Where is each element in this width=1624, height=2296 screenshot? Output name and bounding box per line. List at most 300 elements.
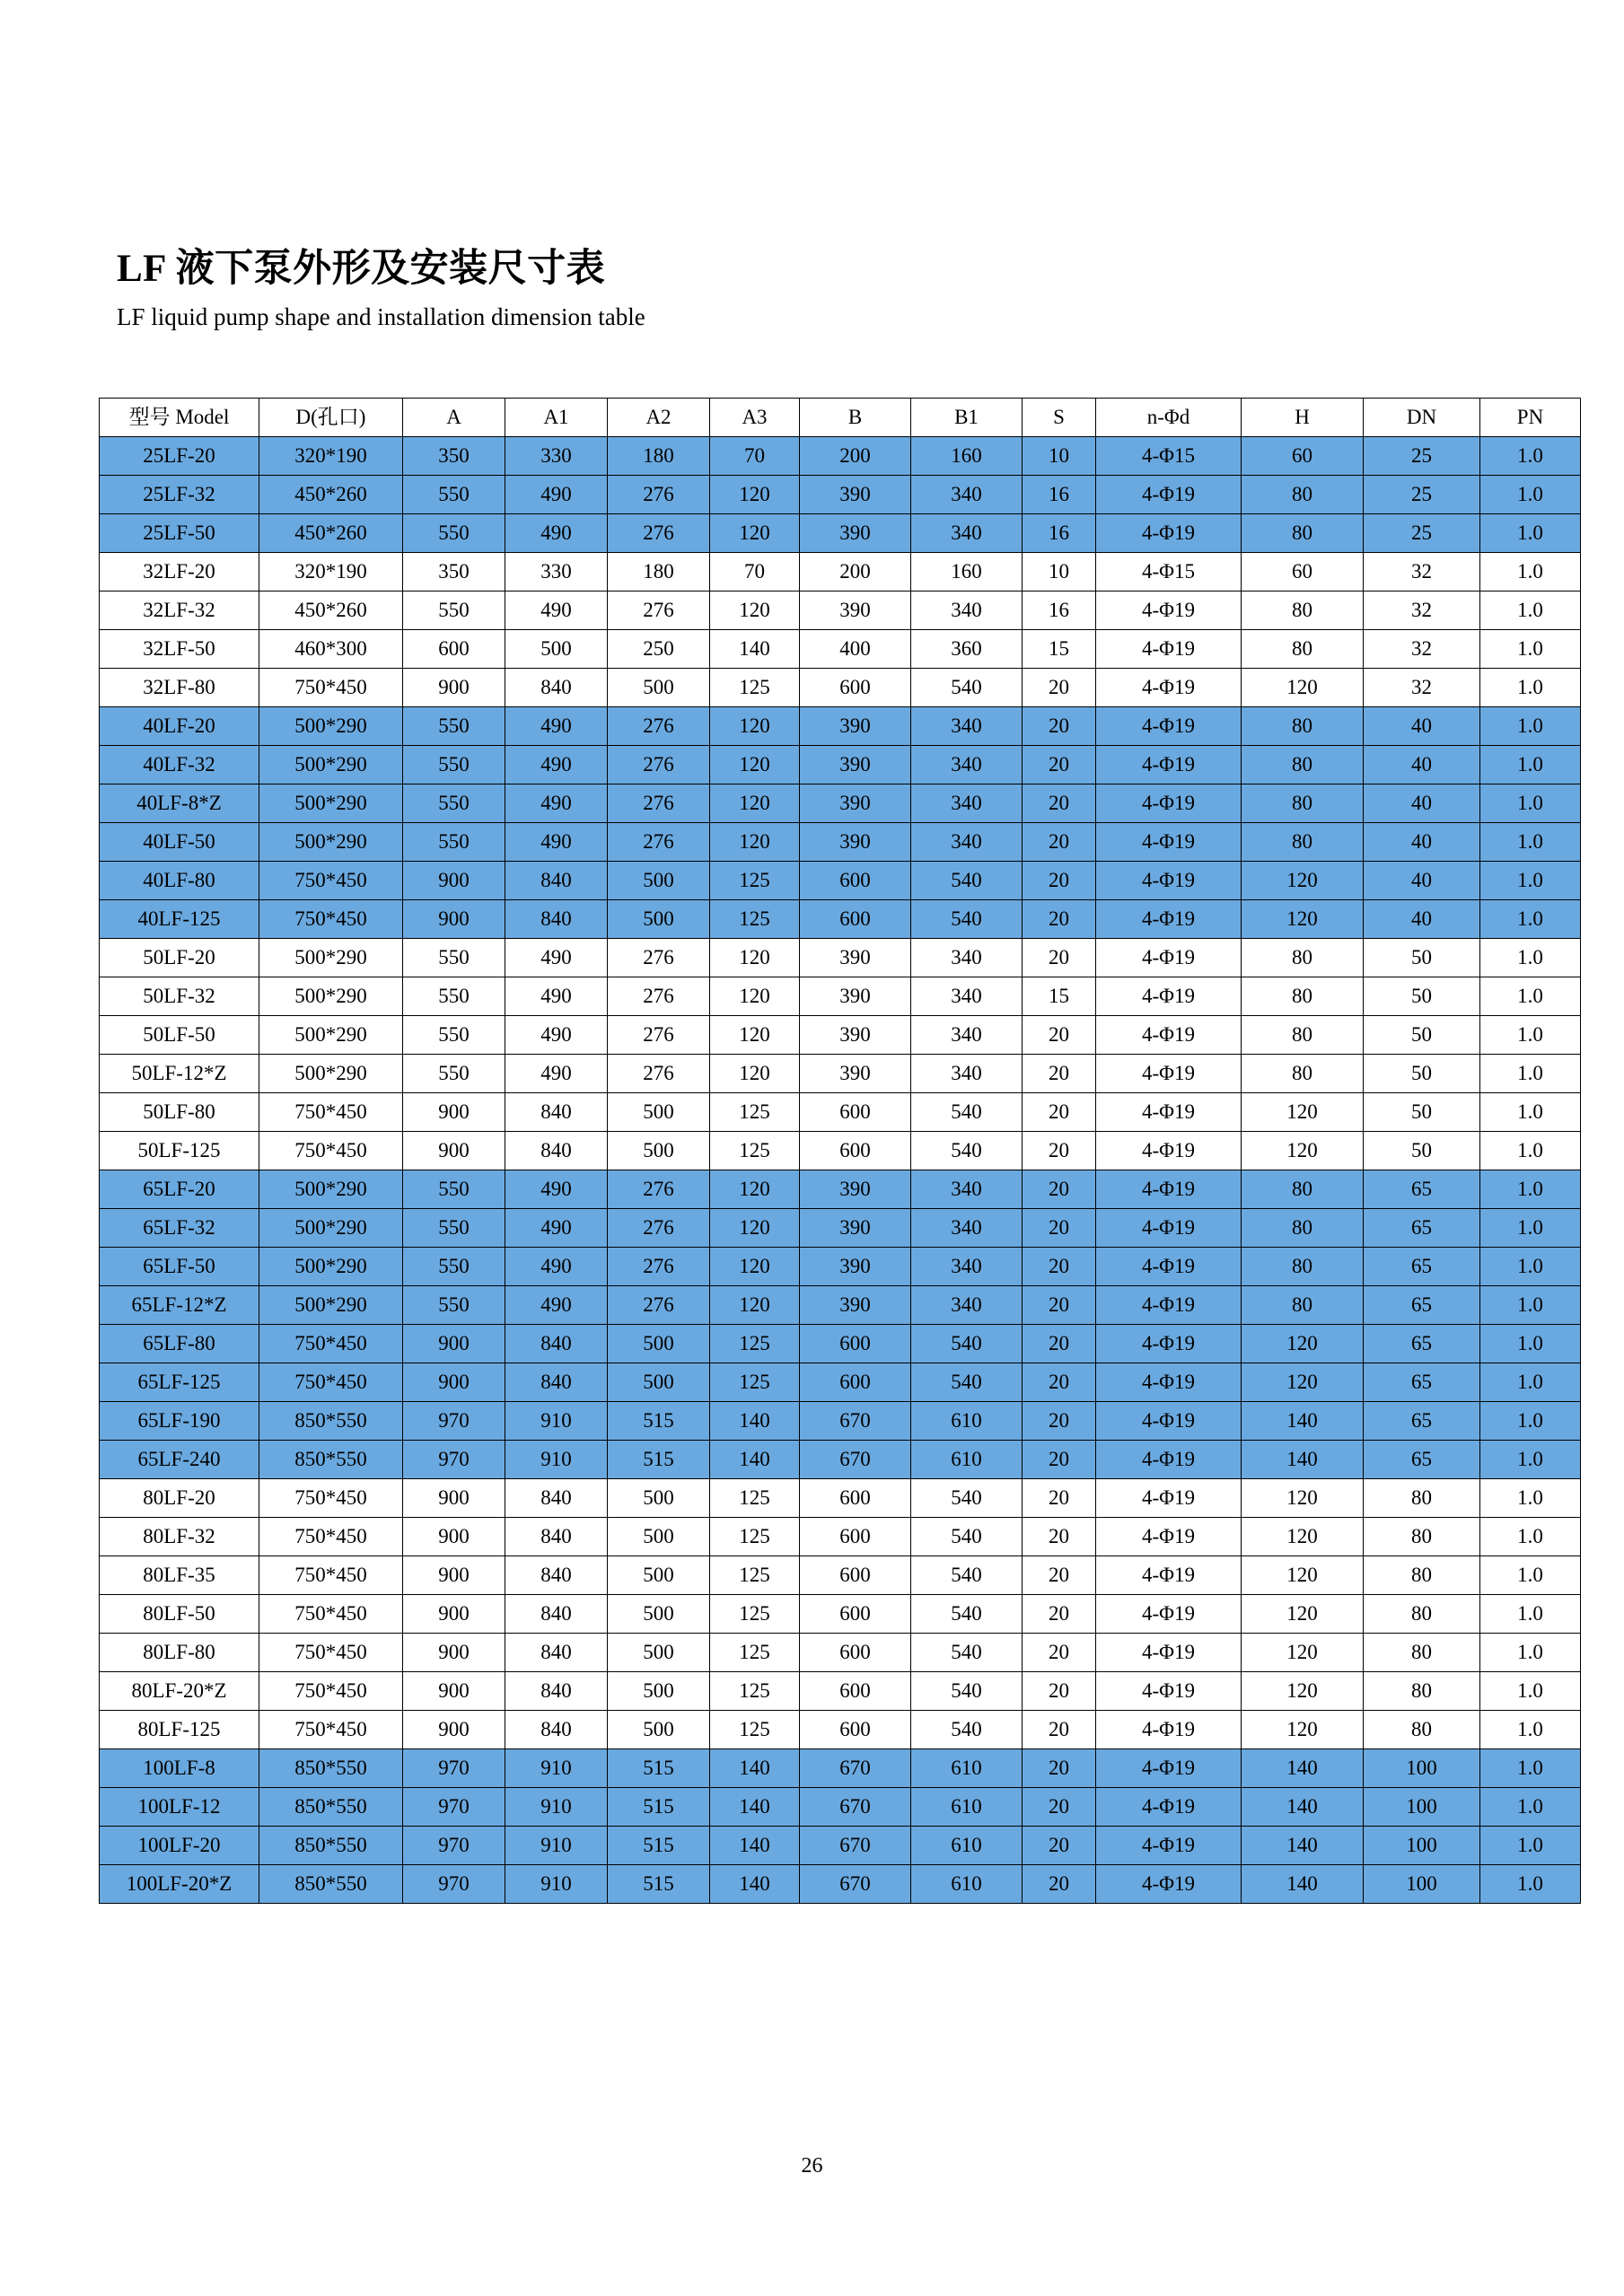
model-cell: 50LF-125 <box>100 1132 259 1170</box>
data-cell: 750*450 <box>259 669 403 707</box>
data-cell: 125 <box>710 669 800 707</box>
data-cell: 600 <box>800 1363 911 1402</box>
data-cell: 120 <box>710 514 800 553</box>
data-cell: 850*550 <box>259 1402 403 1441</box>
data-cell: 80 <box>1242 746 1364 784</box>
data-cell: 1.0 <box>1480 977 1581 1016</box>
data-cell: 125 <box>710 1518 800 1556</box>
data-cell: 80 <box>1364 1556 1480 1595</box>
data-cell: 840 <box>505 1556 608 1595</box>
data-cell: 550 <box>403 746 505 784</box>
data-cell: 340 <box>911 1209 1023 1248</box>
data-cell: 1.0 <box>1480 1441 1581 1479</box>
data-cell: 80 <box>1242 1170 1364 1209</box>
data-cell: 500 <box>505 630 608 669</box>
data-cell: 490 <box>505 1286 608 1325</box>
data-cell: 120 <box>1242 1711 1364 1749</box>
data-cell: 340 <box>911 977 1023 1016</box>
data-cell: 600 <box>403 630 505 669</box>
data-cell: 910 <box>505 1749 608 1788</box>
data-cell: 1.0 <box>1480 1402 1581 1441</box>
data-cell: 125 <box>710 1132 800 1170</box>
table-row <box>100 1325 1581 1363</box>
data-cell: 120 <box>1242 1518 1364 1556</box>
data-cell: 840 <box>505 1518 608 1556</box>
data-cell: 600 <box>800 669 911 707</box>
data-cell: 670 <box>800 1788 911 1827</box>
data-cell: 80 <box>1242 1016 1364 1055</box>
model-cell: 40LF-80 <box>100 862 259 900</box>
data-cell: 490 <box>505 476 608 514</box>
data-cell: 390 <box>800 939 911 977</box>
table-row <box>100 1556 1581 1595</box>
data-cell: 750*450 <box>259 1634 403 1672</box>
data-cell: 1.0 <box>1480 1672 1581 1711</box>
data-cell: 750*450 <box>259 1479 403 1518</box>
data-cell: 180 <box>608 553 710 592</box>
data-cell: 276 <box>608 1016 710 1055</box>
data-cell: 840 <box>505 669 608 707</box>
column-header: H <box>1242 399 1364 437</box>
data-cell: 1.0 <box>1480 900 1581 939</box>
data-cell: 4-Φ19 <box>1096 1788 1242 1827</box>
data-cell: 390 <box>800 746 911 784</box>
data-cell: 140 <box>710 1865 800 1904</box>
column-header: 型号 Model <box>100 399 259 437</box>
data-cell: 500 <box>608 1634 710 1672</box>
data-cell: 20 <box>1023 939 1096 977</box>
data-cell: 970 <box>403 1827 505 1865</box>
data-cell: 40 <box>1364 746 1480 784</box>
data-cell: 910 <box>505 1827 608 1865</box>
table-row <box>100 1634 1581 1672</box>
data-cell: 515 <box>608 1441 710 1479</box>
data-cell: 140 <box>710 1827 800 1865</box>
data-cell: 900 <box>403 1595 505 1634</box>
data-cell: 20 <box>1023 1209 1096 1248</box>
data-cell: 120 <box>710 1170 800 1209</box>
data-cell: 670 <box>800 1402 911 1441</box>
table-row <box>100 900 1581 939</box>
data-cell: 65 <box>1364 1402 1480 1441</box>
data-cell: 670 <box>800 1865 911 1904</box>
data-cell: 120 <box>710 1248 800 1286</box>
data-cell: 1.0 <box>1480 939 1581 977</box>
data-cell: 600 <box>800 1093 911 1132</box>
data-cell: 120 <box>710 476 800 514</box>
data-cell: 450*260 <box>259 514 403 553</box>
data-cell: 390 <box>800 1055 911 1093</box>
model-cell: 65LF-20 <box>100 1170 259 1209</box>
table-row <box>100 1865 1581 1904</box>
data-cell: 20 <box>1023 1518 1096 1556</box>
data-cell: 20 <box>1023 1479 1096 1518</box>
data-cell: 4-Φ19 <box>1096 1055 1242 1093</box>
data-cell: 276 <box>608 592 710 630</box>
model-cell: 40LF-8*Z <box>100 784 259 823</box>
data-cell: 276 <box>608 823 710 862</box>
data-cell: 1.0 <box>1480 553 1581 592</box>
table-row <box>100 939 1581 977</box>
data-cell: 200 <box>800 437 911 476</box>
data-cell: 500 <box>608 1672 710 1711</box>
data-cell: 400 <box>800 630 911 669</box>
data-cell: 125 <box>710 1325 800 1363</box>
data-cell: 500 <box>608 1325 710 1363</box>
data-cell: 1.0 <box>1480 1055 1581 1093</box>
data-cell: 540 <box>911 1093 1023 1132</box>
data-cell: 120 <box>1242 1325 1364 1363</box>
data-cell: 850*550 <box>259 1749 403 1788</box>
data-cell: 276 <box>608 1170 710 1209</box>
data-cell: 840 <box>505 1479 608 1518</box>
data-cell: 750*450 <box>259 1595 403 1634</box>
data-cell: 1.0 <box>1480 1363 1581 1402</box>
data-cell: 4-Φ19 <box>1096 1093 1242 1132</box>
data-cell: 610 <box>911 1441 1023 1479</box>
table-row <box>100 553 1581 592</box>
data-cell: 70 <box>710 553 800 592</box>
data-cell: 125 <box>710 1595 800 1634</box>
model-cell: 80LF-80 <box>100 1634 259 1672</box>
data-cell: 515 <box>608 1865 710 1904</box>
model-cell: 25LF-50 <box>100 514 259 553</box>
data-cell: 500 <box>608 1093 710 1132</box>
data-cell: 276 <box>608 514 710 553</box>
data-cell: 120 <box>710 1209 800 1248</box>
data-cell: 600 <box>800 1595 911 1634</box>
data-cell: 490 <box>505 977 608 1016</box>
data-cell: 4-Φ19 <box>1096 592 1242 630</box>
data-cell: 4-Φ19 <box>1096 977 1242 1016</box>
data-cell: 20 <box>1023 1865 1096 1904</box>
model-cell: 25LF-32 <box>100 476 259 514</box>
data-cell: 10 <box>1023 437 1096 476</box>
data-cell: 125 <box>710 1672 800 1711</box>
data-cell: 500*290 <box>259 1209 403 1248</box>
model-cell: 40LF-20 <box>100 707 259 746</box>
data-cell: 4-Φ19 <box>1096 630 1242 669</box>
data-cell: 900 <box>403 1093 505 1132</box>
data-cell: 100 <box>1364 1788 1480 1827</box>
page-title-cn: LF 液下泵外形及安装尺寸表 <box>117 248 606 290</box>
data-cell: 600 <box>800 900 911 939</box>
data-cell: 540 <box>911 900 1023 939</box>
data-cell: 840 <box>505 1595 608 1634</box>
data-cell: 80 <box>1242 784 1364 823</box>
data-cell: 750*450 <box>259 1363 403 1402</box>
data-cell: 125 <box>710 862 800 900</box>
model-cell: 65LF-125 <box>100 1363 259 1402</box>
data-cell: 140 <box>710 1788 800 1827</box>
data-cell: 500 <box>608 669 710 707</box>
data-cell: 80 <box>1242 1209 1364 1248</box>
data-cell: 600 <box>800 1672 911 1711</box>
data-cell: 500 <box>608 1595 710 1634</box>
data-cell: 670 <box>800 1441 911 1479</box>
table-row <box>100 1788 1581 1827</box>
data-cell: 840 <box>505 1634 608 1672</box>
model-cell: 25LF-20 <box>100 437 259 476</box>
data-cell: 4-Φ19 <box>1096 1749 1242 1788</box>
data-cell: 276 <box>608 939 710 977</box>
data-cell: 50 <box>1364 1016 1480 1055</box>
data-cell: 900 <box>403 1556 505 1595</box>
data-cell: 1.0 <box>1480 1711 1581 1749</box>
data-cell: 500 <box>608 1711 710 1749</box>
table-row <box>100 592 1581 630</box>
data-cell: 32 <box>1364 669 1480 707</box>
data-cell: 4-Φ19 <box>1096 514 1242 553</box>
data-cell: 20 <box>1023 1170 1096 1209</box>
data-cell: 32 <box>1364 630 1480 669</box>
data-cell: 4-Φ19 <box>1096 1595 1242 1634</box>
data-cell: 600 <box>800 1479 911 1518</box>
data-cell: 4-Φ19 <box>1096 939 1242 977</box>
data-cell: 340 <box>911 939 1023 977</box>
model-cell: 32LF-20 <box>100 553 259 592</box>
data-cell: 540 <box>911 1634 1023 1672</box>
model-cell: 65LF-80 <box>100 1325 259 1363</box>
data-cell: 500*290 <box>259 784 403 823</box>
data-cell: 840 <box>505 1711 608 1749</box>
data-cell: 20 <box>1023 1634 1096 1672</box>
data-cell: 490 <box>505 1170 608 1209</box>
data-cell: 390 <box>800 977 911 1016</box>
data-cell: 125 <box>710 1634 800 1672</box>
data-cell: 540 <box>911 1132 1023 1170</box>
data-cell: 550 <box>403 476 505 514</box>
data-cell: 540 <box>911 1518 1023 1556</box>
data-cell: 1.0 <box>1480 1132 1581 1170</box>
data-cell: 4-Φ19 <box>1096 1479 1242 1518</box>
data-cell: 80 <box>1364 1711 1480 1749</box>
data-cell: 1.0 <box>1480 1827 1581 1865</box>
data-cell: 515 <box>608 1749 710 1788</box>
data-cell: 500*290 <box>259 977 403 1016</box>
data-cell: 340 <box>911 784 1023 823</box>
data-cell: 4-Φ19 <box>1096 1441 1242 1479</box>
data-cell: 65 <box>1364 1209 1480 1248</box>
data-cell: 160 <box>911 553 1023 592</box>
model-cell: 100LF-20 <box>100 1827 259 1865</box>
data-cell: 120 <box>1242 900 1364 939</box>
data-cell: 40 <box>1364 862 1480 900</box>
data-cell: 120 <box>710 592 800 630</box>
data-cell: 65 <box>1364 1248 1480 1286</box>
data-cell: 140 <box>710 1441 800 1479</box>
data-cell: 50 <box>1364 1055 1480 1093</box>
data-cell: 16 <box>1023 476 1096 514</box>
data-cell: 20 <box>1023 1441 1096 1479</box>
data-cell: 250 <box>608 630 710 669</box>
model-cell: 65LF-240 <box>100 1441 259 1479</box>
page-title-en: LF liquid pump shape and installation dimension table <box>117 303 645 330</box>
data-cell: 540 <box>911 1595 1023 1634</box>
data-cell: 80 <box>1242 1055 1364 1093</box>
data-cell: 32 <box>1364 592 1480 630</box>
data-cell: 20 <box>1023 669 1096 707</box>
table-row <box>100 707 1581 746</box>
data-cell: 4-Φ19 <box>1096 1170 1242 1209</box>
data-cell: 65 <box>1364 1286 1480 1325</box>
table-row <box>100 823 1581 862</box>
data-cell: 500*290 <box>259 1055 403 1093</box>
data-cell: 1.0 <box>1480 1170 1581 1209</box>
model-cell: 80LF-50 <box>100 1595 259 1634</box>
column-header: n-Φd <box>1096 399 1242 437</box>
data-cell: 120 <box>1242 1556 1364 1595</box>
data-cell: 140 <box>1242 1827 1364 1865</box>
data-cell: 550 <box>403 1170 505 1209</box>
data-cell: 4-Φ19 <box>1096 1325 1242 1363</box>
data-cell: 500*290 <box>259 1286 403 1325</box>
table-row <box>100 630 1581 669</box>
data-cell: 16 <box>1023 592 1096 630</box>
data-cell: 340 <box>911 476 1023 514</box>
data-cell: 20 <box>1023 1595 1096 1634</box>
table-row <box>100 1016 1581 1055</box>
data-cell: 140 <box>1242 1441 1364 1479</box>
data-cell: 20 <box>1023 1402 1096 1441</box>
data-cell: 490 <box>505 746 608 784</box>
data-cell: 15 <box>1023 977 1096 1016</box>
data-cell: 140 <box>1242 1788 1364 1827</box>
data-cell: 40 <box>1364 784 1480 823</box>
data-cell: 540 <box>911 1325 1023 1363</box>
data-cell: 515 <box>608 1402 710 1441</box>
data-cell: 50 <box>1364 939 1480 977</box>
data-cell: 550 <box>403 939 505 977</box>
data-cell: 80 <box>1364 1672 1480 1711</box>
data-cell: 1.0 <box>1480 437 1581 476</box>
data-cell: 140 <box>710 1402 800 1441</box>
data-cell: 500 <box>608 1556 710 1595</box>
data-cell: 340 <box>911 1286 1023 1325</box>
data-cell: 970 <box>403 1441 505 1479</box>
data-cell: 70 <box>710 437 800 476</box>
data-cell: 900 <box>403 1711 505 1749</box>
data-cell: 900 <box>403 862 505 900</box>
data-cell: 65 <box>1364 1363 1480 1402</box>
data-cell: 550 <box>403 1286 505 1325</box>
data-cell: 850*550 <box>259 1441 403 1479</box>
model-cell: 65LF-12*Z <box>100 1286 259 1325</box>
data-cell: 550 <box>403 707 505 746</box>
table-row <box>100 1441 1581 1479</box>
data-cell: 120 <box>710 1055 800 1093</box>
model-cell: 80LF-35 <box>100 1556 259 1595</box>
model-cell: 65LF-32 <box>100 1209 259 1248</box>
data-cell: 840 <box>505 900 608 939</box>
model-cell: 100LF-12 <box>100 1788 259 1827</box>
data-cell: 540 <box>911 862 1023 900</box>
data-cell: 120 <box>1242 1634 1364 1672</box>
data-cell: 80 <box>1242 939 1364 977</box>
data-cell: 4-Φ19 <box>1096 476 1242 514</box>
data-cell: 670 <box>800 1749 911 1788</box>
data-cell: 910 <box>505 1402 608 1441</box>
column-header: S <box>1023 399 1096 437</box>
data-cell: 140 <box>1242 1402 1364 1441</box>
data-cell: 200 <box>800 553 911 592</box>
data-cell: 390 <box>800 592 911 630</box>
data-cell: 390 <box>800 1170 911 1209</box>
data-cell: 120 <box>710 707 800 746</box>
data-cell: 1.0 <box>1480 1286 1581 1325</box>
data-cell: 140 <box>710 1749 800 1788</box>
data-cell: 1.0 <box>1480 784 1581 823</box>
data-cell: 276 <box>608 476 710 514</box>
data-cell: 500*290 <box>259 1170 403 1209</box>
data-cell: 1.0 <box>1480 1556 1581 1595</box>
dimension-table <box>99 398 1581 1904</box>
page-number: 26 <box>801 2154 823 2178</box>
data-cell: 4-Φ19 <box>1096 900 1242 939</box>
data-cell: 80 <box>1242 707 1364 746</box>
data-cell: 340 <box>911 592 1023 630</box>
column-header: A <box>403 399 505 437</box>
data-cell: 50 <box>1364 1132 1480 1170</box>
data-cell: 900 <box>403 1325 505 1363</box>
data-cell: 4-Φ15 <box>1096 437 1242 476</box>
data-cell: 180 <box>608 437 710 476</box>
data-cell: 390 <box>800 1248 911 1286</box>
data-cell: 25 <box>1364 476 1480 514</box>
data-cell: 750*450 <box>259 862 403 900</box>
column-header: A3 <box>710 399 800 437</box>
data-cell: 550 <box>403 1248 505 1286</box>
data-cell: 340 <box>911 823 1023 862</box>
table-row <box>100 1672 1581 1711</box>
data-cell: 15 <box>1023 630 1096 669</box>
data-cell: 125 <box>710 1093 800 1132</box>
data-cell: 490 <box>505 707 608 746</box>
data-cell: 490 <box>505 1055 608 1093</box>
data-cell: 540 <box>911 1672 1023 1711</box>
data-cell: 600 <box>800 1711 911 1749</box>
data-cell: 4-Φ19 <box>1096 707 1242 746</box>
data-cell: 20 <box>1023 1672 1096 1711</box>
model-cell: 50LF-20 <box>100 939 259 977</box>
data-cell: 1.0 <box>1480 1749 1581 1788</box>
data-cell: 1.0 <box>1480 1325 1581 1363</box>
data-cell: 20 <box>1023 1016 1096 1055</box>
data-cell: 750*450 <box>259 900 403 939</box>
data-cell: 610 <box>911 1749 1023 1788</box>
model-cell: 65LF-50 <box>100 1248 259 1286</box>
data-cell: 550 <box>403 1016 505 1055</box>
table-header <box>100 399 1581 437</box>
data-cell: 550 <box>403 514 505 553</box>
data-cell: 25 <box>1364 437 1480 476</box>
data-cell: 390 <box>800 707 911 746</box>
column-header: DN <box>1364 399 1480 437</box>
data-cell: 20 <box>1023 1749 1096 1788</box>
data-cell: 910 <box>505 1441 608 1479</box>
table-row <box>100 1132 1581 1170</box>
data-cell: 125 <box>710 1479 800 1518</box>
data-cell: 20 <box>1023 784 1096 823</box>
data-cell: 900 <box>403 1479 505 1518</box>
table-row <box>100 437 1581 476</box>
data-cell: 50 <box>1364 1093 1480 1132</box>
data-cell: 125 <box>710 1711 800 1749</box>
data-cell: 1.0 <box>1480 514 1581 553</box>
data-cell: 750*450 <box>259 1711 403 1749</box>
data-cell: 20 <box>1023 823 1096 862</box>
data-cell: 4-Φ19 <box>1096 1016 1242 1055</box>
